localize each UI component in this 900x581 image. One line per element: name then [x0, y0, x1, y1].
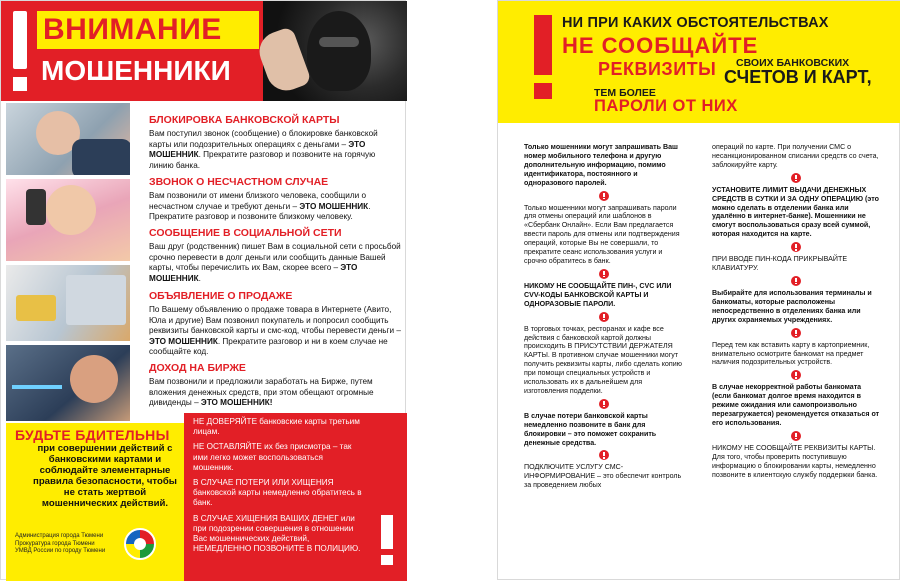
tip-text: В торговых точках, ресторанах и кафе все действия с банковской картой должны происходить В ПРИСУТСТВИИ ДЕРЖАТЕЛЯ КАРТЫ. В противном случае мошенники могут получить реквизиты карты, либо сделать копию при помощи специальных устройств и использовать их в дальнейшем для изготовления подделки.: [524, 324, 683, 395]
warning-icon: [791, 173, 801, 183]
vigilant-heading: БУДЬТЕ БДИТЕЛЬНЫ: [15, 427, 170, 443]
tip-text: ПОДКЛЮЧИТЕ УСЛУГУ СМС-ИНФОРМИРОВАНИЕ – это обеспечит контроль за проведением любых: [524, 463, 682, 490]
vigilant-text: при совершении действий с банковскими картами и соблюдайте элементарные правила безопасности, чтобы не стать жертвой мошеннических действий.: [33, 443, 177, 509]
tip-text: операций по карте. При получении СМС о несанкционированном списании средств со счета, заблокируйте карту.: [712, 143, 879, 169]
tip-item: В СЛУЧАЕ ХИЩЕНИЯ ВАШИХ ДЕНЕГ или при подозрении совершения в отношении Вас мошеннических действий, НЕМЕДЛЕННО ПОЗВОНИТЕ В ПОЛИЦИЮ.: [193, 513, 361, 554]
warning-icon: [599, 450, 609, 460]
warning-icon: [599, 399, 609, 409]
credit-line: УМВД России по городу Тюмени: [15, 548, 106, 554]
section-text: По Вашему объявлению о продаже товара в Интернете (Авито, Юла и другие) Вам позвонил покупатель и попросил сообщить реквизиты банковской карты и смс-код, чтобы перевести деньги – ЭТО МОШЕННИК. Прекратите разговор и ни в коем случае не сообщайте код.: [149, 305, 401, 357]
exclamation-icon: [6, 11, 34, 99]
section-card-block: [149, 114, 401, 171]
tips-column-left: [524, 143, 684, 492]
warning-icon: [599, 191, 609, 201]
photo-woman-phone: [6, 179, 130, 261]
header-line: СВОИХ БАНКОВСКИХ: [736, 57, 850, 69]
left-poster: [0, 0, 406, 580]
section-heading: ОБЪЯВЛЕНИЕ О ПРОДАЖЕ: [149, 290, 293, 302]
exclamation-icon: [381, 515, 393, 565]
credit-line: Администрация города Тюмени: [15, 533, 104, 539]
warning-icon: [791, 370, 801, 380]
exclamation-icon: [534, 15, 552, 115]
tip-text: В случае потери банковской карты немедленно позвоните в банк для блокировки – это поможет сохранить денежные средства.: [524, 411, 657, 447]
tips-list: [193, 417, 363, 559]
right-leaflet: [497, 0, 900, 580]
section-accident-call: [149, 176, 401, 223]
tip-text: Только мошенники могут запрашивать пароли для отмены операций или шаблонов в «Сбербанк Онлайн». Если Вам предлагается ввести пароль для отмены или подтверждения операций, которые Вы не совершали, то прекратите сеанс использования услуги и срочно обратитесь в банк.: [524, 203, 680, 265]
section-stock-income: [149, 362, 401, 409]
tip-text: НИКОМУ НЕ СООБЩАЙТЕ РЕКВИЗИТЫ КАРТЫ. Для того, чтобы проверить поступившую информацию о блокировании карты, немедленно позвоните в клиентскую службу поддержки банка.: [712, 443, 878, 479]
tip-text: В случае некорректной работы банкомата (если банкомат долгое время находится в режиме ожидания или самопроизвольно перезагружается) рекомендуется отказаться от его использования.: [712, 383, 880, 427]
tip-text: ПРИ ВВОДЕ ПИН-КОДА ПРИКРЫВАЙТЕ КЛАВИАТУРУ.: [712, 255, 848, 273]
tip-item: НЕ ОСТАВЛЯЙТЕ их без присмотра – так ими легко может воспользоваться мошенник.: [193, 442, 352, 472]
header-line: ПАРОЛИ ОТ НИХ: [594, 97, 738, 115]
warning-icon: [599, 312, 609, 322]
tip-text: Только мошенники могут запрашивать Ваш номер мобильного телефона и другую дополнительную информацию, помимо идентификатора, постоянного и одноразового паролей.: [524, 143, 678, 187]
tip-item: В СЛУЧАЕ ПОТЕРИ ИЛИ ХИЩЕНИЯ банковской карты немедленно обратитесь в банк.: [193, 478, 362, 508]
section-text: Вам позвонили от имени близкого человека, сообщили о несчастном случае и требуют деньги – ЭТО МОШЕННИК. Прекратите разговор и позвоните близкому человеку.: [149, 191, 371, 222]
section-text: Ваш друг (родственник) пишет Вам в социальной сети с просьбой срочно перевести в долг деньги или сообщить данные Вашей карты, чтобы перечислить их Вам, скорее всего – ЭТО МОШЕННИК.: [149, 242, 401, 283]
header-line: РЕКВИЗИТЫ: [598, 59, 717, 79]
warning-icon: [791, 431, 801, 441]
warning-icon: [791, 242, 801, 252]
hacker-photo: [263, 1, 407, 101]
right-header: [498, 1, 900, 123]
credit-line: Прокуратура города Тюмени: [15, 540, 95, 547]
left-header: [1, 1, 407, 101]
photo-phone-call: [6, 103, 130, 175]
section-heading: ЗВОНОК О НЕСЧАСТНОМ СЛУЧАЕ: [149, 176, 329, 188]
poster-title: ВНИМАНИЕ: [37, 11, 259, 49]
section-heading: СООБЩЕНИЕ В СОЦИАЛЬНОЙ СЕТИ: [149, 227, 342, 239]
section-social-network: [149, 227, 401, 284]
section-sale-ad: [149, 290, 401, 358]
header-line: НИ ПРИ КАКИХ ОБСТОЯТЕЛЬСТВАХ: [562, 15, 829, 31]
warning-icon: [791, 328, 801, 338]
header-line: СЧЕТОВ И КАРТ,: [724, 67, 872, 87]
section-heading: БЛОКИРОВКА БАНКОВСКОЙ КАРТЫ: [149, 114, 340, 126]
tip-item: НЕ ДОВЕРЯЙТЕ банковские карты третьим лицам.: [193, 417, 360, 437]
tip-text: НИКОМУ НЕ СООБЩАЙТЕ ПИН-, CVC ИЛИ CVV-КОДЫ БАНКОВСКОЙ КАРТЫ И ОДНОРАЗОВЫЕ ПАРОЛИ.: [524, 281, 672, 308]
section-text: Вам позвонили и предложили заработать на Бирже, путем вложения денежных средств, при этом обещают огромные дивиденды – ЭТО МОШЕННИК!: [149, 377, 374, 408]
section-heading: ДОХОД НА БИРЖЕ: [149, 362, 246, 374]
tip-text: УСТАНОВИТЕ ЛИМИТ ВЫДАЧИ ДЕНЕЖНЫХ СРЕДСТВ В СУТКИ И ЗА ОДНУ ОПЕРАЦИЮ (это можно сделать в отделении банка или удалённо в интернет-банке). Мошенники не смогут воспользоваться сразу всей суммой, которая находится на карте.: [712, 185, 879, 239]
credits: [15, 533, 135, 556]
section-text: Вам поступил звонок (сообщение) о блокировке банковской карты или подозрительных операциях с деньгами – ЭТО МОШЕННИК. Прекратите разговор и позвоните на горячую линию банка.: [149, 129, 378, 170]
tip-text: Выбирайте для использования терминалы и банкоматы, которые расположены непосредственно в отделениях банка или других охраняемых учреждениях.: [712, 288, 872, 324]
photo-laptop-card: [6, 265, 130, 341]
poster-subtitle: МОШЕННИКИ: [37, 53, 233, 89]
warning-icon: [791, 276, 801, 286]
header-line: НЕ СООБЩАЙТЕ: [562, 33, 759, 58]
photo-stock-chart: [6, 345, 130, 421]
tip-text: Перед тем как вставить карту в картоприемник, внимательно осмотрите банкомат на предмет наличия подозрительных устройств.: [712, 340, 870, 367]
header-line: ТЕМ БОЛЕЕ: [594, 87, 656, 99]
warning-icon: [599, 269, 609, 279]
tips-column-right: [712, 143, 880, 481]
